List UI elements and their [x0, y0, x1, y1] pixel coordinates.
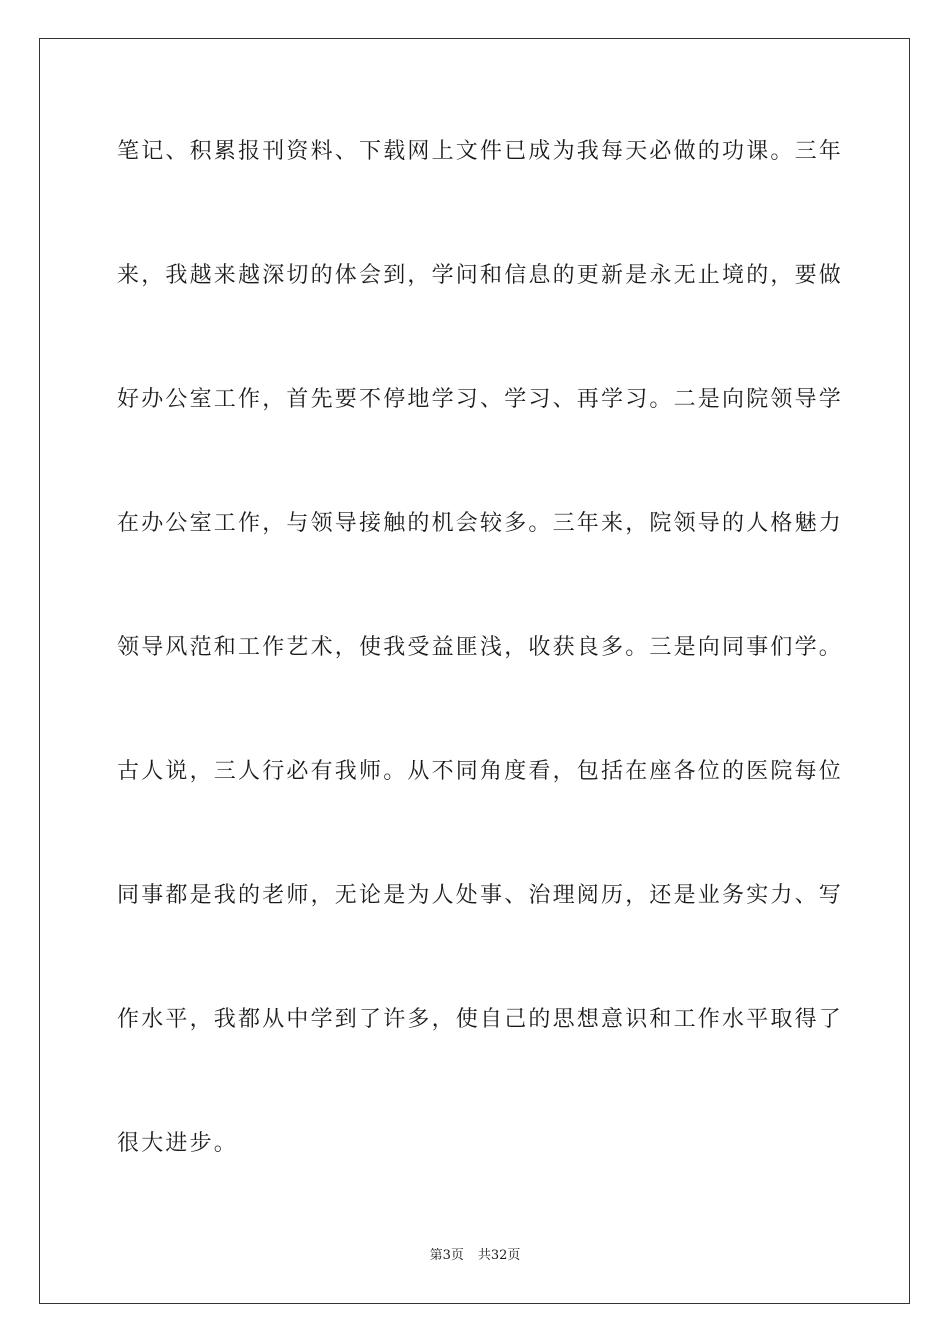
- text-line: 古人说，三人行必有我师。从不同角度看，包括在座各位的医院每位: [117, 759, 844, 784]
- text-line: 在办公室工作，与领导接触的机会较多。三年来，院领导的人格魅力: [117, 511, 844, 536]
- text-line: 同事都是我的老师，无论是为人处事、治理阅历，还是业务实力、写: [117, 883, 844, 908]
- page-footer: [0, 1247, 950, 1265]
- text-line: 来，我越来越深切的体会到，学问和信息的更新是永无止境的，要做: [117, 263, 844, 288]
- text-line: 领导风范和工作艺术，使我受益匪浅，收获良多。三是向同事们学。: [117, 635, 844, 660]
- text-line: 作水平，我都从中学到了许多，使自己的思想意识和工作水平取得了: [117, 1007, 844, 1032]
- text-line: 很大进步。: [117, 1131, 239, 1156]
- text-line: 好办公室工作，首先要不停地学习、学习、再学习。二是向院领导学: [117, 387, 844, 412]
- page-total: 共32页: [477, 1248, 521, 1263]
- text-line: 笔记、积累报刊资料、下载网上文件已成为我每天必做的功课。三年: [117, 139, 844, 164]
- page-border: [39, 38, 910, 1304]
- page-number: 第3页: [429, 1248, 464, 1263]
